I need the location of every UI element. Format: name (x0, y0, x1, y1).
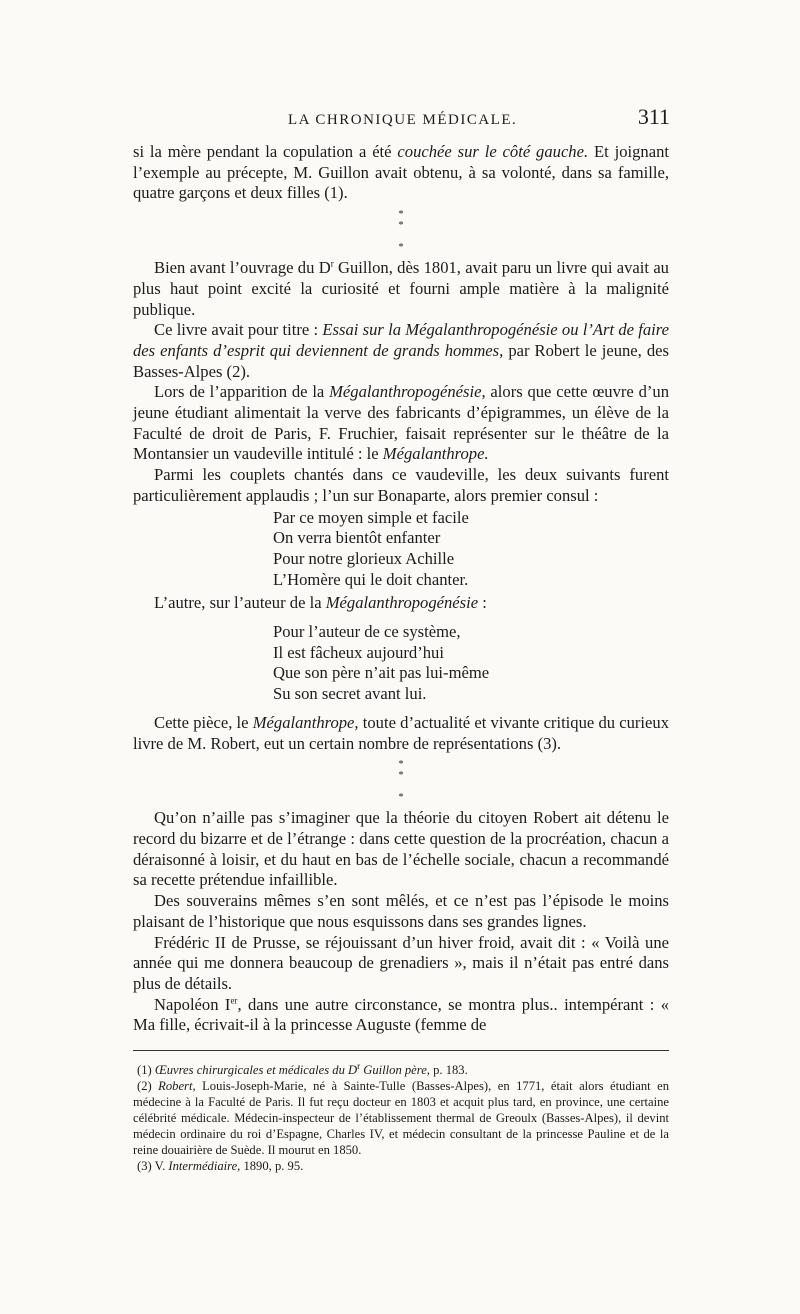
verse-stanza (273, 508, 669, 591)
paragraph: Lors de l’apparition de la Mégalanthropogénésie, alors que cette œuvre d’un jeune étudiant alimentait la verve des fabricants d’épigrammes, un élève de la Faculté de droit de Paris, F. Fruchier, faisait représenter sur le théâtre de la Montansier un vaudeville intitulé : le Mégalanthrope. (133, 382, 669, 464)
paragraph: Frédéric II de Prusse, se réjouissant d’un hiver froid, avait dit : « Voilà une année qui me donnera beaucoup de grenadiers », mais il n’était pas entré dans plus de détails. (133, 932, 669, 993)
verse-line: On verra bientôt enfanter (273, 528, 441, 548)
running-header (130, 104, 670, 134)
footnote: (1) Œuvres chirurgicales et médicales du $D^r$ Guillon père, p. 183. (137, 1060, 468, 1077)
paragraph: Napoléon Ier, dans une autre circonstance, se montra plus.. intempérant : « Ma fille, écrivait-il à la princesse Auguste (femme de (133, 994, 670, 1035)
footnote: (2) Robert, Louis-Joseph-Marie, né à Sainte-Tulle (Basses-Alpes), en 1771, était alors étudiant en médecine à la Faculté de Paris. Il fut reçu docteur en 1803 et acquit plus tard, en province, une certaine célébrité médicale. Médecin-inspecteur de l’établissement thermal de Greoulx (Basses-Alpes), il devint médecin ordinaire du roi d’Espagne, Charles IV, et médecin consultant de la princesse Pauline et de la reine douairière de Suède. Il mourut en 1850. (133, 1079, 669, 1157)
footnote: (3) V. Intermédiaire, 1890, p. 95. (137, 1159, 304, 1173)
verse-line: L’Homère qui le doit chanter. (273, 569, 469, 589)
verse-line: Pour l’auteur de ce système, (273, 622, 461, 642)
paragraph: Qu’on n’aille pas s’imaginer que la théorie du citoyen Robert ait détenu le record du bizarre et de l’étrange : dans cette question de la procréation, chacun a déraisonné à loisir, et du haut en bas de l’échelle sociale, chacun a recommandé sa recette prétendue infaillible. (133, 808, 669, 890)
verse-line: Il est fâcheux aujourd’hui (273, 642, 444, 662)
paragraph: Ce livre avait pour titre : Essai sur la Mégalanthropogénésie ou l’Art de faire des enfants d’esprit qui deviennent de grands hommes, par Robert le jeune, des Basses-Alpes (2). (133, 320, 669, 381)
paragraph: Parmi les couplets chantés dans ce vaudeville, les deux suivants furent particulièrement applaudis ; l’un sur Bonaparte, alors premier consul : (133, 465, 669, 505)
section-separator: * * * (398, 209, 404, 254)
body-text (133, 142, 669, 1036)
footnote-divider (133, 1050, 669, 1051)
running-title: LA CHRONIQUE MÉDICALE. (288, 112, 518, 128)
paragraph: Cette pièce, le Mégalanthrope, toute d’actualité et vivante critique du curieux livre de M. Robert, eut un certain nombre de représentations (3). (133, 712, 669, 753)
verse-stanza (273, 622, 669, 705)
section-separator: * * * (398, 759, 404, 804)
page-number: 311 (637, 104, 670, 129)
verse-line: Pour notre glorieux Achille (273, 548, 455, 568)
paragraph: si la mère pendant la copulation a été couchée sur le côté gauche. Et joignant l’exemple au précepte, M. Guillon avait obtenu, à sa volonté, dans sa famille, quatre garçons et deux filles (1). (133, 142, 669, 203)
verse-line: Su son secret avant lui. (273, 684, 427, 704)
verse-line: Par ce moyen simple et facile (273, 507, 469, 527)
paragraph: Des souverains mêmes s’en sont mêlés, et ce n’est pas l’épisode le moins plaisant de l’historique que nous esquissons dans ses grandes lignes. (133, 891, 669, 931)
footnotes (133, 1062, 669, 1174)
paragraph: Bien avant l’ouvrage du $D^r$ Guillon, dès 1801, avait paru un livre qui avait au plus haut point excité la curiosité et fourni ample matière à la malignité publique. (133, 258, 669, 319)
paragraph: L’autre, sur l’auteur de la Mégalanthropogénésie : (154, 593, 487, 613)
verse-line: Que son père n’ait pas lui-même (273, 663, 490, 683)
